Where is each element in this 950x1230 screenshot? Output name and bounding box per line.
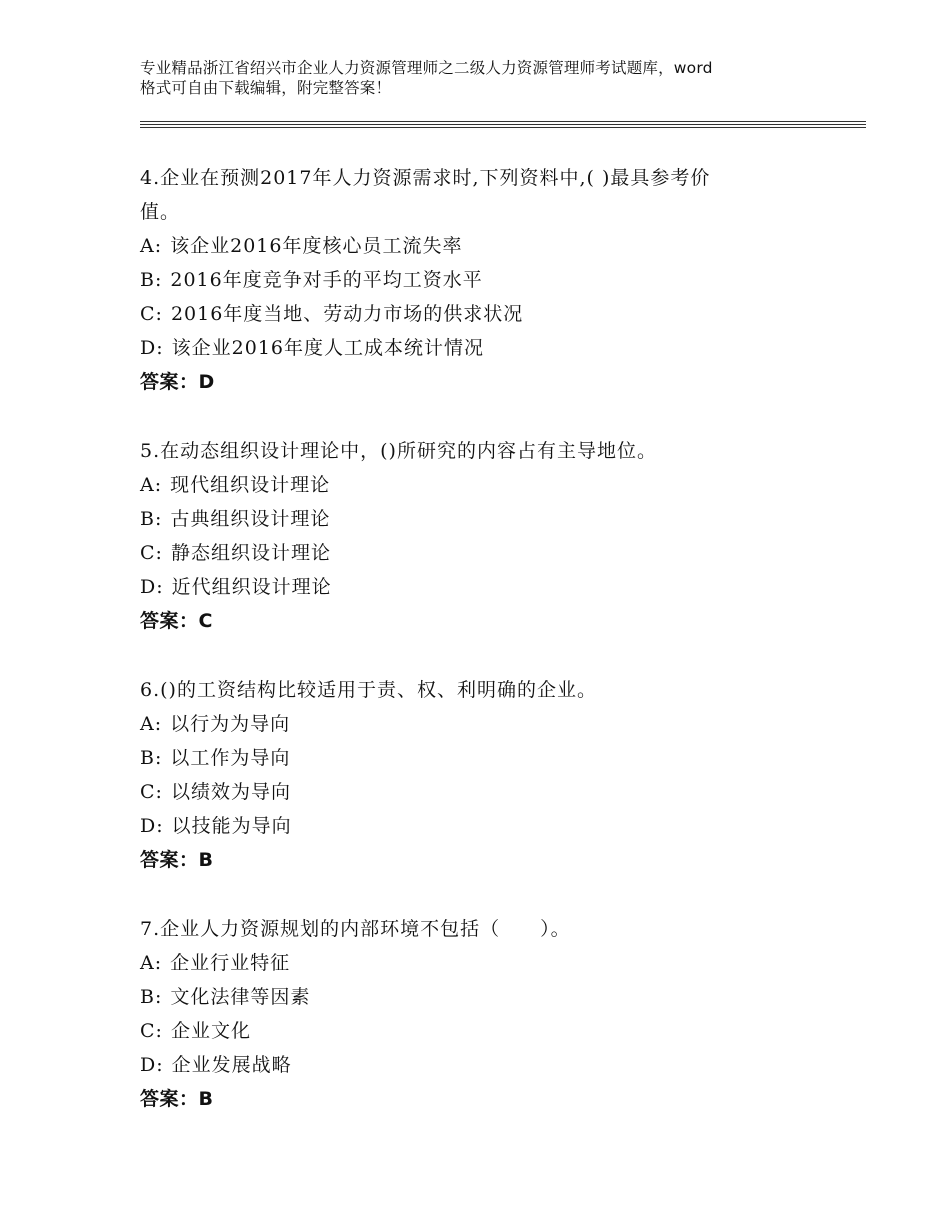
option-d: [140, 809, 780, 843]
option-text: 2016年度竞争对手的平均工资水平: [170, 269, 483, 291]
option-text: 文化法律等因素: [170, 986, 311, 1008]
option-letter: D:: [140, 576, 164, 598]
answer-label: 答案：D: [140, 371, 215, 393]
answer-label: 答案：B: [140, 1088, 214, 1110]
option-text: 以行为为导向: [170, 713, 291, 735]
question-4: [140, 161, 780, 399]
question-7: [140, 912, 780, 1116]
option-text: 企业行业特征: [170, 952, 291, 974]
question-5: [140, 434, 780, 638]
question-6: [140, 673, 780, 877]
option-a: [140, 229, 780, 263]
question-text: 7.企业人力资源规划的内部环境不包括（ ）。: [140, 918, 571, 940]
option-letter: D:: [140, 815, 164, 837]
option-letter: B:: [140, 508, 163, 530]
option-c: [140, 297, 780, 331]
header-divider-line: [140, 124, 866, 125]
option-d: [140, 570, 780, 604]
option-d: [140, 1048, 780, 1082]
option-text: 以技能为导向: [171, 815, 292, 837]
option-letter: A:: [140, 474, 163, 496]
option-c: [140, 1014, 780, 1048]
option-letter: B:: [140, 269, 163, 291]
option-b: [140, 741, 780, 775]
question-text: 5.在动态组织设计理论中，()所研究的内容占有主导地位。: [140, 440, 657, 462]
option-text: 企业文化: [170, 1020, 251, 1042]
answer-label: 答案：C: [140, 610, 213, 632]
document-header: [140, 58, 840, 98]
option-text: 该企业2016年度人工成本统计情况: [171, 337, 484, 359]
option-text: 近代组织设计理论: [171, 576, 332, 598]
option-c: [140, 775, 780, 809]
option-letter: D:: [140, 1054, 164, 1076]
option-text: 2016年度当地、劳动力市场的供求状况: [170, 303, 524, 325]
header-line-2: 格式可自由下载编辑，附完整答案！: [140, 79, 392, 97]
option-text: 古典组织设计理论: [170, 508, 331, 530]
option-text: 该企业2016年度核心员工流失率: [170, 235, 463, 257]
header-divider-line: [140, 127, 866, 128]
option-letter: B:: [140, 986, 163, 1008]
option-text: 静态组织设计理论: [170, 542, 331, 564]
option-letter: C:: [140, 542, 163, 564]
option-letter: B:: [140, 747, 163, 769]
option-letter: D:: [140, 337, 164, 359]
option-letter: C:: [140, 781, 163, 803]
answer-label: 答案：B: [140, 849, 214, 871]
option-b: [140, 263, 780, 297]
header-divider-line: [140, 121, 866, 122]
option-d: [140, 331, 780, 365]
option-b: [140, 502, 780, 536]
question-text-continued: 值。: [140, 201, 181, 223]
header-line-1: 专业精品浙江省绍兴市企业人力资源管理师之二级人力资源管理师考试题库，word: [140, 59, 713, 77]
option-letter: A:: [140, 713, 163, 735]
option-a: [140, 707, 780, 741]
question-text: 6.()的工资结构比较适用于责、权、利明确的企业。: [140, 679, 597, 701]
option-a: [140, 946, 780, 980]
option-b: [140, 980, 780, 1014]
option-letter: A:: [140, 235, 163, 257]
option-text: 以绩效为导向: [170, 781, 291, 803]
option-a: [140, 468, 780, 502]
option-text: 以工作为导向: [170, 747, 291, 769]
question-text: 4.企业在预测2017年人力资源需求时,下列资料中,( )最具参考价: [140, 167, 711, 189]
option-letter: C:: [140, 303, 163, 325]
option-c: [140, 536, 780, 570]
option-text: 现代组织设计理论: [170, 474, 331, 496]
option-text: 企业发展战略: [171, 1054, 292, 1076]
option-letter: A:: [140, 952, 163, 974]
option-letter: C:: [140, 1020, 163, 1042]
